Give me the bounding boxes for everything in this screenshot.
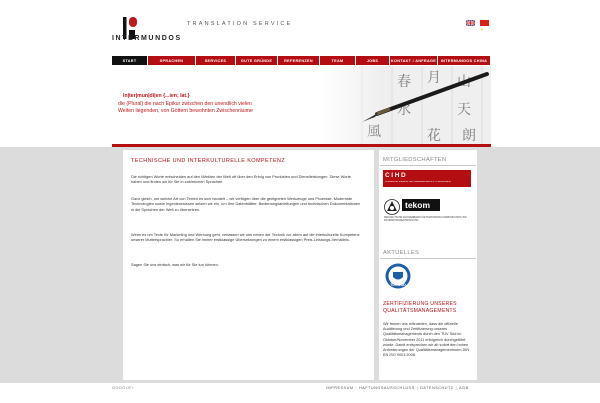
cihd-logo-text: CIHD [385,172,408,179]
tagline: TRANSLATION SERVICE [187,21,293,27]
nav-item[interactable]: JOBS [356,56,390,65]
footer-separator: | [355,386,357,390]
main-navigation [112,56,491,65]
logo-word-right[interactable]: MUNDOS [141,35,182,42]
footer-separator: | [455,386,458,390]
footer-link[interactable]: AGB [459,386,469,390]
nav-item[interactable]: START [112,56,148,65]
cihd-subtitle: Chinesischer Industrie- und Handelsverband e.V. in Deutschland [385,181,451,183]
nav-item[interactable]: SPRACHEN [148,56,196,65]
tekom-subtitle: DER DEUTSCHE FACHVERBAND FÜR TECHNISCHE KOMMUNIKATION UND INFORMATIONSENTWICKLUNG [384,217,467,222]
memberships-heading: MITGLIEDSCHAFTEN [383,157,447,163]
body-paragraph: Wenn es um Texte für Marketing und Werbung geht, verlassen wir uns neben der Technik vor allem auf die interkulturelle Kompetenz unserer Muttersprachler. So erhalten Sie immer erstklassige Übersetzungen zu einem erstklassigen Preis-Leistungs-Verhältnis. [131,232,360,243]
news-headline-link[interactable]: ZERTIFIZIERUNG UNSERES QUALITÄTSMANAGEMENTS [383,301,457,314]
footer-link[interactable]: DATENSCHUTZ [420,386,454,390]
uk-flag-icon[interactable] [466,20,475,26]
divider [380,165,476,166]
nav-item[interactable]: REFERENZEN [278,56,320,65]
nav-item[interactable]: INTERMUNDOS CHINA [438,56,491,65]
body-paragraph: Die richtigen Worte entscheiden auf den Märkten der Welt oft über den Erfolg von Produkten und Dienstleistungen. Diese Worte haben und finden wir für Sie in zahlreichen Sprachen. [131,174,351,185]
tuv-certification-badge[interactable] [385,263,411,289]
china-flag-icon[interactable] [480,20,489,26]
tekom-emblem-icon[interactable] [384,199,400,215]
footer-links [324,386,471,390]
body-paragraph: Ganz gleich, um welche Art von Texten es sich handelt – wir verfügen über die geeigneten Werkzeuge und Prozesse. Modernste Technologien sowie Ingenieurwissen setzen wir ein, um Ihre Datenblätter, Bedienungsanleitungen und technischen Dokumentationen in die Sprachen der Welt zu übersetzen. [131,196,361,212]
site-header [0,0,600,52]
nav-item[interactable]: SERVICES [196,56,236,65]
hero-banner [112,66,491,144]
nav-item[interactable]: GUTE GRÜNDE [236,56,278,65]
footer-link[interactable]: HAFTUNGSAUSSCHLUSS [359,386,415,390]
google-plus-link[interactable]: GOOGLE+ [112,386,135,390]
tuv-label: TÜV SÜD [390,283,406,287]
body-paragraph: Sagen Sie uns einfach, was wir für Sie tun können. [131,262,219,267]
nav-item[interactable]: TEAM [320,56,356,65]
hero-definition-line: die (Plural) die nach Epikur zwischen den unendlich vielen [118,101,252,107]
footer-separator: | [416,386,419,390]
nav-item[interactable]: KONTAKT / ANFRAGE [390,56,438,65]
tekom-logo-text: tekom [405,200,431,211]
page-title: TECHNISCHE UND INTERKULTURELLE KOMPETENZ [131,158,286,164]
site-footer [0,383,600,403]
logo-word-left[interactable]: INTER [112,35,141,42]
news-text: Wir freuen uns mitzuteilen, dass die offizielle Auditierung und Zertifizierung unseres Qualitätsmanagements durch den TÜV Süd im Oktober/November 2011 erfolgreich durchgeführt wurde. Damit entsprechen wir ab sofort den hohen Anforderungen der Qualitätsmanagementnorm DIN EN ISO 9001:2008. [383,322,470,358]
footer-link[interactable]: IMPRESSUM [326,386,354,390]
news-heading: AKTUELLES [383,250,420,256]
hero-definition-line: Welten liegenden, von Göttern bewohnten Zwischenräume [118,108,253,114]
hero-definition-term: In|ter|mun|di|en {...ien; lat.} [123,93,190,99]
calligraphy-brush-image [322,66,491,144]
divider [380,258,476,259]
tekom-logo-link[interactable] [402,199,440,211]
